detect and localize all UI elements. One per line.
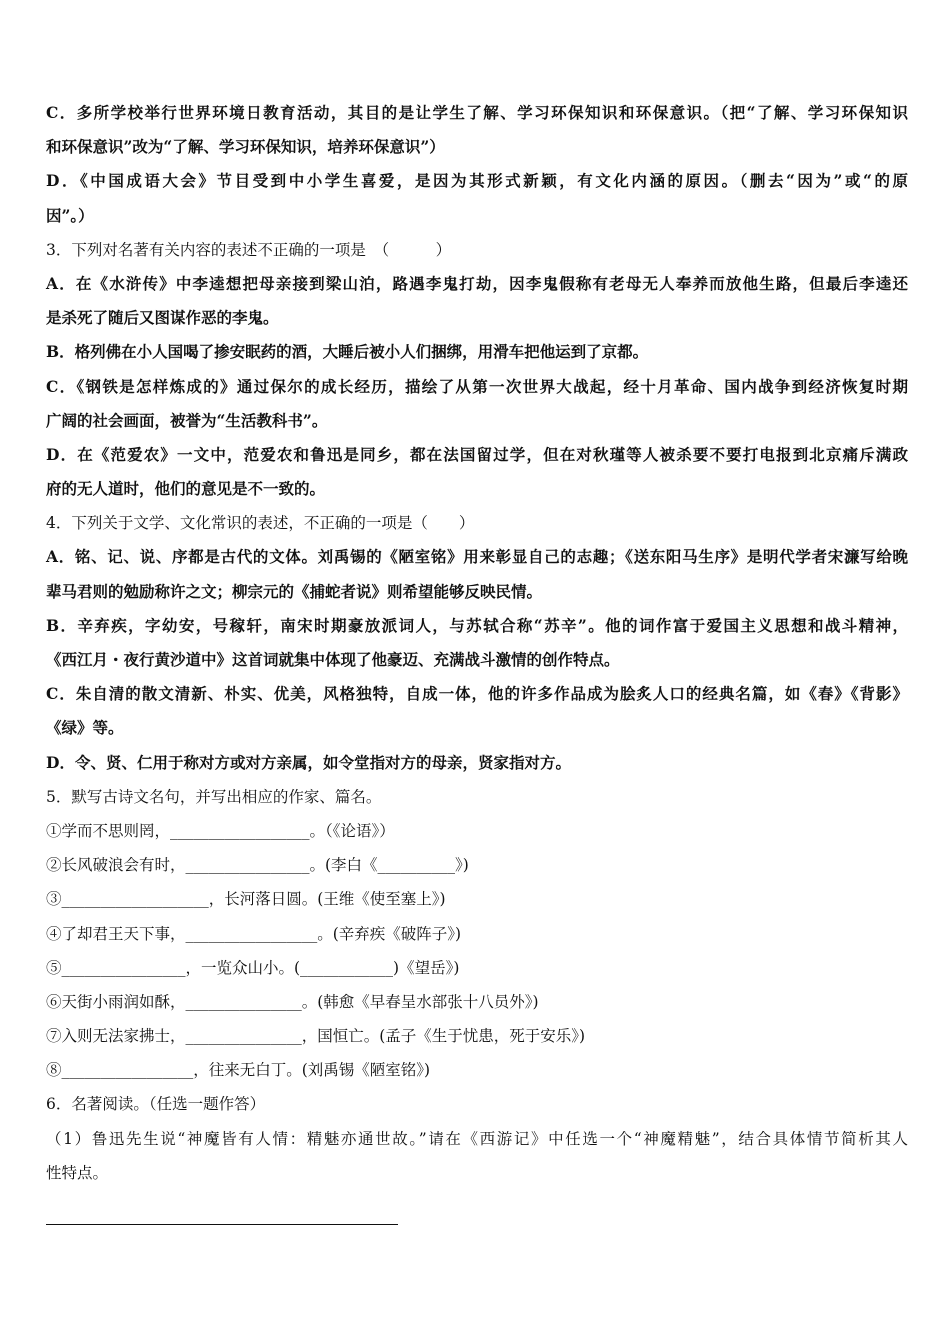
- text-line: D．《中国成语大会》节目受到中小学生喜爱，是因为其形式新颖，有文化内涵的原因。（删去“因为”或“的原: [46, 171, 908, 191]
- text-line: 因”。）: [46, 205, 94, 225]
- text-line: B．辛弃疾，字幼安，号稼轩，南宋时期豪放派词人，与苏轼合称“苏辛”。他的词作富于爱国主义思想和战斗精神，: [46, 615, 908, 635]
- document-page: [46, 96, 908, 1190]
- fill-blank-item: ⑧_________________，往来无白丁。(刘禹锡《陋室铭》): [46, 1061, 431, 1080]
- text-line: 《西江月・夜行黄沙道中》这首词就集中体现了他豪迈、充满战斗激情的创作特点。: [46, 650, 620, 669]
- document-body: [46, 96, 908, 1190]
- answer-line: [46, 1224, 398, 1225]
- question-6-stem: 6．名著阅读。（任选一题作答）: [46, 1095, 266, 1114]
- text-line: 是杀死了随后又图谋作恶的李鬼。: [46, 308, 279, 328]
- text-line: （1）鲁迅先生说“神魔皆有人情：精魅亦通世故。”请在《西游记》中任选一个“神魔精魅”，结合具体情节简析其人: [46, 1129, 908, 1148]
- text-line: B．格列佛在小人国喝了掺安眠药的酒，大睡后被小人们捆绑，用滑车把他运到了京都。: [46, 342, 649, 362]
- text-line: 广阔的社会画面，被誉为“生活教科书”。: [46, 410, 328, 430]
- text-line: D．在《范爱农》一文中，范爱农和鲁迅是同乡，都在法国留过学，但在对秋瑾等人被杀要不要打电报到北京痛斥满政: [46, 444, 908, 464]
- text-line: C．多所学校举行世界环境日教育活动，其目的是让学生了解、学习环保知识和环保意识。（把“了解、学习环保知识: [46, 103, 908, 122]
- fill-blank-item: ①学而不思则罔，__________________。（《论语》）: [46, 821, 395, 840]
- text-line: A．在《水浒传》中李逵想把母亲接到梁山泊，路遇李鬼打劫，因李鬼假称有老母无人奉养而放他生路，但最后李逵还: [46, 273, 908, 293]
- question-5-stem: 5．默写古诗文名句，并写出相应的作家、篇名。: [46, 787, 382, 806]
- question-4-stem: 4．下列关于文学、文化常识的表述，不正确的一项是（ ）: [46, 514, 475, 533]
- text-line: C．朱自清的散文清新、朴实、优美，风格独特，自成一体，他的许多作品成为脍炙人口的经典名篇，如《春》《背影》: [46, 684, 908, 704]
- fill-blank-item: ⑤________________，一览众山小。(____________)《望岳》): [46, 958, 460, 977]
- text-line: D．令、贤、仁用于称对方或对方亲属，如令堂指对方的母亲，贤家指对方。: [46, 752, 571, 772]
- text-line: 辈马君则的勉励称许之文；柳宗元的《捕蛇者说》则希望能够反映民情。: [46, 581, 543, 601]
- fill-blank-item: ④了却君王天下事，_________________。(辛弃疾《破阵子》): [46, 924, 462, 943]
- fill-blank-item: ⑦入则无法家拂士，_______________，国恒亡。(孟子《生于忧患，死于安乐》): [46, 1027, 586, 1046]
- question-3-stem: 3．下列对名著有关内容的表述不正确的一项是 （ ）: [46, 240, 452, 259]
- fill-blank-item: ③___________________，长河落日圆。(王维《使至塞上》): [46, 890, 446, 909]
- text-line: A．铭、记、说、序都是古代的文体。刘禹锡的《陋室铭》用来彰显自己的志趣；《送东阳马生序》是明代学者宋濂写给晚: [46, 547, 908, 567]
- text-line: C．《钢铁是怎样炼成的》通过保尔的成长经历，描绘了从第一次世界大战起，经十月革命、国内战争到经济恢复时期: [46, 376, 908, 396]
- fill-blank-item: ②长风破浪会有时，________________。(李白《__________》): [46, 856, 469, 875]
- text-line: 和环保意识”改为“了解、学习环保知识，培养环保意识”）: [46, 137, 445, 157]
- text-line: 性特点。: [46, 1163, 109, 1182]
- text-line: 府的无人道时，他们的意见是不一致的。: [46, 479, 326, 499]
- text-line: 《绿》等。: [46, 718, 124, 738]
- fill-blank-item: ⑥天街小雨润如酥，_______________。(韩愈《早春呈水部张十八员外》): [46, 992, 539, 1011]
